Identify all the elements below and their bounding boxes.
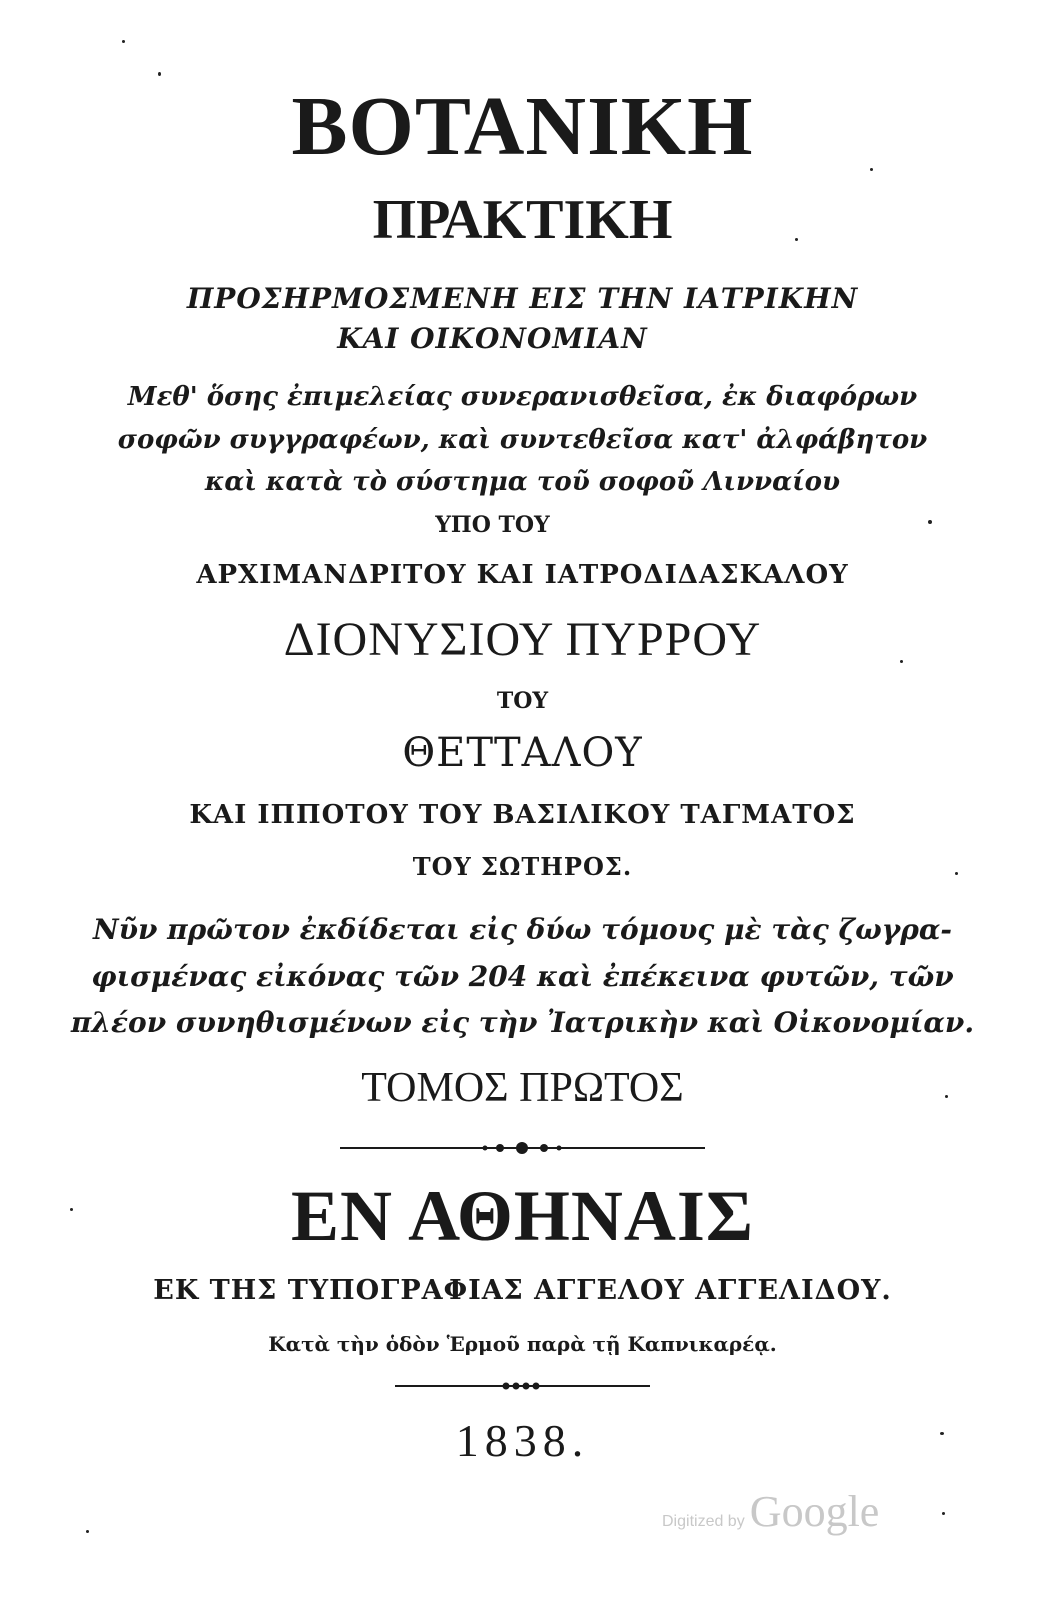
watermark-prefix: Digitized by: [662, 1513, 745, 1530]
author-origin: ΘΕΤΤΑΛΟΥ: [402, 730, 643, 776]
by-label: ΥΠΟ ΤΟΥ: [435, 512, 550, 538]
author-of-label: ΤΟΥ: [496, 688, 549, 714]
description-line-1: Μεθ' ὅσης ἐπιμελείας συνερανισθεῖσα, ἐκ διαφόρων: [127, 382, 918, 412]
volume-label: ΤΟΜΟΣ ΠΡΩΤΟΣ: [361, 1065, 684, 1111]
edition-note-line-3: πλέον συνηθισμένων εἰς τὴν Ἰατρικὴν καὶ Οἰκονομίαν.: [70, 1006, 975, 1039]
digitized-watermark: [662, 1486, 879, 1537]
ornament-rule: [340, 1140, 705, 1156]
paper-speck: [942, 1512, 945, 1515]
edition-note-line-1: Νῦν πρῶτον ἐκδίδεται εἰς δύω τόμους μὲ τὰς ζωγρα-: [92, 913, 953, 946]
subtitle-line-1: ΠΡΟΣΗΡΜΟΣΜΕΝΗ ΕΙΣ ΤΗΝ ΙΑΤΡΙΚΗΝ: [186, 282, 859, 315]
paper-speck: [158, 72, 161, 76]
publication-year: 1838.: [455, 1415, 590, 1466]
paper-speck: [795, 238, 798, 241]
author-rank: ΑΡΧΙΜΑΝΔΡΙΤΟΥ ΚΑΙ ΙΑΤΡΟΔΙΔΑΣΚΑΛΟΥ: [196, 560, 849, 590]
title-line-2: ΠΡΑΚΤΙΚΗ: [372, 189, 673, 251]
imprint-place: ΕΝ ΑΘΗΝΑΙΣ: [291, 1176, 754, 1256]
title-line-1: ΒΟΤΑΝΙΚΗ: [291, 80, 754, 173]
description-line-2: σοφῶν συγγραφέων, καὶ συντεθεῖσα κατ' ἀλφάβητον: [117, 425, 928, 455]
imprint-printer: ΕΚ ΤΗΣ ΤΥΠΟΓΡΑΦΙΑΣ ΑΓΓΕΛΟΥ ΑΓΓΕΛΙΔΟΥ.: [153, 1275, 892, 1306]
description-line-3: καὶ κατὰ τὸ σύστημα τοῦ σοφοῦ Λινναίου: [204, 467, 841, 497]
subtitle-line-2: ΚΑΙ ΟΙΚΟΝΟΜΙΑΝ: [337, 322, 648, 355]
paper-speck: [86, 1530, 89, 1533]
paper-speck: [945, 1095, 948, 1098]
imprint-address: Κατὰ τὴν ὁδὸν Ἑρμοῦ παρὰ τῇ Καπνικαρέᾳ.: [268, 1332, 777, 1356]
paper-speck: [928, 520, 932, 524]
paper-speck: [900, 660, 903, 663]
paper-speck: [955, 872, 958, 875]
ornament-rule-bottom: [340, 1378, 705, 1394]
paper-speck: [870, 168, 873, 171]
author-order-line-1: ΚΑΙ ΙΠΠΟΤΟΥ ΤΟΥ ΒΑΣΙΛΙΚΟΥ ΤΑΓΜΑΤΟΣ: [189, 800, 856, 830]
author-order-line-2: ΤΟΥ ΣΩΤΗΡΟΣ.: [412, 852, 633, 881]
author-name: ΔΙΟΝΥΣΙΟΥ ΠΥΡΡΟΥ: [283, 613, 762, 666]
paper-speck: [70, 1208, 73, 1211]
edition-note-line-2: φισμένας εἰκόνας τῶν 204 καὶ ἐπέκεινα φυτῶν, τῶν: [91, 960, 954, 993]
paper-speck: [940, 1432, 944, 1435]
watermark-brand: Google: [749, 1487, 880, 1536]
paper-speck: [122, 40, 125, 43]
